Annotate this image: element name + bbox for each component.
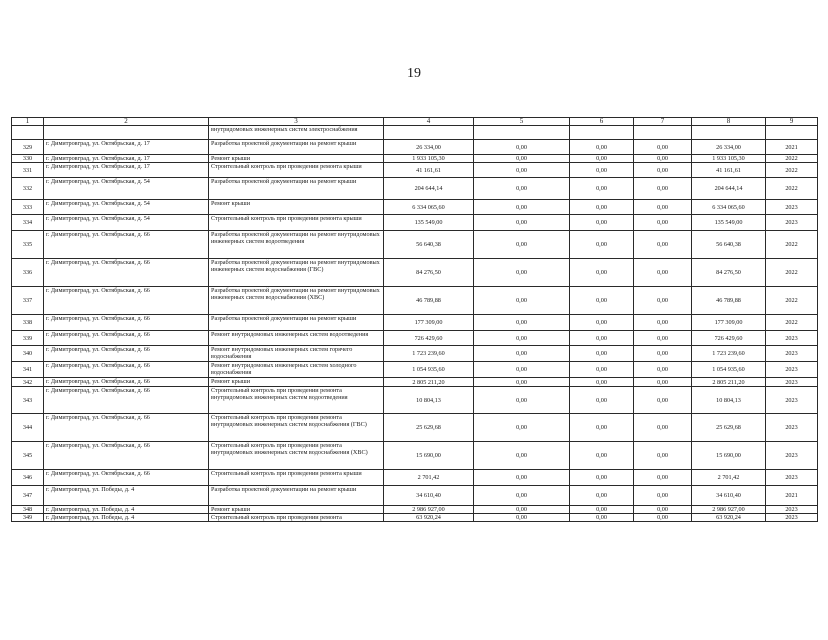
column-number: 4 bbox=[384, 118, 474, 126]
amount-col5-cell: 0,00 bbox=[474, 178, 570, 200]
amount-col6-cell: 0,00 bbox=[570, 231, 634, 259]
work-type-cell: Разработка проектной документации на ремонт крыши bbox=[209, 315, 384, 331]
amount-total-cell: 25 629,68 bbox=[384, 414, 474, 442]
year-cell: 2022 bbox=[766, 231, 818, 259]
work-type-cell: Разработка проектной документации на ремонт крыши bbox=[209, 486, 384, 506]
address-cell: г. Димитровград, ул. Победы, д. 4 bbox=[44, 506, 209, 514]
column-number: 7 bbox=[634, 118, 692, 126]
column-number: 3 bbox=[209, 118, 384, 126]
amount-col5-cell: 0,00 bbox=[474, 331, 570, 346]
row-number: 338 bbox=[12, 315, 44, 331]
amount-col5-cell: 0,00 bbox=[474, 506, 570, 514]
row-number: 348 bbox=[12, 506, 44, 514]
address-cell: г. Димитровград, ул. Октябрьская, д. 66 bbox=[44, 442, 209, 470]
repair-schedule-table bbox=[11, 117, 818, 522]
amount-col8-cell: 26 334,00 bbox=[692, 140, 766, 155]
column-number: 8 bbox=[692, 118, 766, 126]
table-row bbox=[12, 163, 818, 178]
amount-col7-cell: 0,00 bbox=[634, 514, 692, 522]
address-cell: г. Димитровград, ул. Октябрьская, д. 66 bbox=[44, 470, 209, 486]
row-number: 343 bbox=[12, 387, 44, 414]
column-number: 2 bbox=[44, 118, 209, 126]
amount-col5-cell: 0,00 bbox=[474, 215, 570, 231]
amount-col7-cell: 0,00 bbox=[634, 486, 692, 506]
amount-col6-cell: 0,00 bbox=[570, 215, 634, 231]
year-cell: 2021 bbox=[766, 140, 818, 155]
amount-total-cell: 41 161,61 bbox=[384, 163, 474, 178]
table-row bbox=[12, 514, 818, 522]
amount-col6-cell: 0,00 bbox=[570, 315, 634, 331]
address-cell: г. Димитровград, ул. Октябрьская, д. 66 bbox=[44, 387, 209, 414]
amount-col7-cell: 0,00 bbox=[634, 215, 692, 231]
work-type-cell: Строительный контроль при проведении ремонта крыши bbox=[209, 470, 384, 486]
amount-col7-cell: 0,00 bbox=[634, 442, 692, 470]
year-cell: 2023 bbox=[766, 346, 818, 362]
amount-total-cell: 10 804,13 bbox=[384, 387, 474, 414]
year-cell: 2023 bbox=[766, 331, 818, 346]
amount-col8-cell: 10 804,13 bbox=[692, 387, 766, 414]
row-number: 335 bbox=[12, 231, 44, 259]
work-type-cell: Строительный контроль при проведении ремонта крыши bbox=[209, 163, 384, 178]
row-number: 333 bbox=[12, 200, 44, 215]
amount-col6-cell: 0,00 bbox=[570, 140, 634, 155]
amount-col5-cell: 0,00 bbox=[474, 231, 570, 259]
amount-total-cell: 15 690,00 bbox=[384, 442, 474, 470]
work-type-cell: Разработка проектной документации на ремонт крыши bbox=[209, 140, 384, 155]
work-type-cell: Строительный контроль при проведении ремонта крыши bbox=[209, 215, 384, 231]
address-cell: г. Димитровград, ул. Октябрьская, д. 17 bbox=[44, 163, 209, 178]
table-row bbox=[12, 387, 818, 414]
address-cell: г. Димитровград, ул. Октябрьская, д. 17 bbox=[44, 155, 209, 163]
row-number: 329 bbox=[12, 140, 44, 155]
amount-col5-cell: 0,00 bbox=[474, 346, 570, 362]
amount-col8-cell: 1 054 935,60 bbox=[692, 362, 766, 378]
work-type-cell: Разработка проектной документации на ремонт крыши bbox=[209, 178, 384, 200]
year-cell: 2023 bbox=[766, 506, 818, 514]
continuation-text: внутридомовых инженерных систем электроснабжения bbox=[209, 126, 384, 140]
amount-total-cell: 135 549,00 bbox=[384, 215, 474, 231]
amount-col7-cell: 0,00 bbox=[634, 378, 692, 387]
amount-total-cell: 1 723 239,60 bbox=[384, 346, 474, 362]
page-number: 19 bbox=[407, 66, 421, 81]
amount-col8-cell: 2 701,42 bbox=[692, 470, 766, 486]
amount-total-cell: 2 805 211,20 bbox=[384, 378, 474, 387]
amount-col5-cell: 0,00 bbox=[474, 362, 570, 378]
work-type-cell: Строительный контроль при проведении ремонта внутридомовых инженерных систем водоснабжения (ХВС) bbox=[209, 442, 384, 470]
amount-col6-cell: 0,00 bbox=[570, 442, 634, 470]
amount-col8-cell: 41 161,61 bbox=[692, 163, 766, 178]
amount-col6-cell: 0,00 bbox=[570, 346, 634, 362]
row-number: 345 bbox=[12, 442, 44, 470]
amount-col7-cell: 0,00 bbox=[634, 140, 692, 155]
row-number: 330 bbox=[12, 155, 44, 163]
amount-col7-cell: 0,00 bbox=[634, 331, 692, 346]
address-cell: г. Димитровград, ул. Октябрьская, д. 17 bbox=[44, 140, 209, 155]
amount-col7-cell: 0,00 bbox=[634, 387, 692, 414]
address-cell: г. Димитровград, ул. Октябрьская, д. 66 bbox=[44, 331, 209, 346]
amount-col5-cell: 0,00 bbox=[474, 414, 570, 442]
amount-col8-cell: 63 920,24 bbox=[692, 514, 766, 522]
table-row bbox=[12, 346, 818, 362]
column-number: 5 bbox=[474, 118, 570, 126]
column-number: 9 bbox=[766, 118, 818, 126]
table-row bbox=[12, 470, 818, 486]
amount-col5-cell: 0,00 bbox=[474, 163, 570, 178]
amount-col7-cell: 0,00 bbox=[634, 287, 692, 315]
work-type-cell: Ремонт внутридомовых инженерных систем холодного водоснабжения bbox=[209, 362, 384, 378]
amount-col6-cell: 0,00 bbox=[570, 155, 634, 163]
amount-col8-cell: 1 723 239,60 bbox=[692, 346, 766, 362]
work-type-cell: Ремонт крыши bbox=[209, 506, 384, 514]
row-number: 342 bbox=[12, 378, 44, 387]
amount-col7-cell: 0,00 bbox=[634, 231, 692, 259]
table-row bbox=[12, 155, 818, 163]
amount-total-cell: 56 640,38 bbox=[384, 231, 474, 259]
work-type-cell: Строительный контроль при проведении ремонта bbox=[209, 514, 384, 522]
address-cell: г. Димитровград, ул. Октябрьская, д. 66 bbox=[44, 414, 209, 442]
amount-col5-cell: 0,00 bbox=[474, 442, 570, 470]
address-cell: г. Димитровград, ул. Октябрьская, д. 66 bbox=[44, 362, 209, 378]
amount-col8-cell: 6 334 065,60 bbox=[692, 200, 766, 215]
address-cell: г. Димитровград, ул. Октябрьская, д. 66 bbox=[44, 378, 209, 387]
amount-col6-cell: 0,00 bbox=[570, 506, 634, 514]
amount-col8-cell: 15 690,00 bbox=[692, 442, 766, 470]
row-number: 339 bbox=[12, 331, 44, 346]
table-row bbox=[12, 231, 818, 259]
amount-col7-cell: 0,00 bbox=[634, 200, 692, 215]
table-row bbox=[12, 259, 818, 287]
table-row bbox=[12, 331, 818, 346]
amount-col5-cell: 0,00 bbox=[474, 470, 570, 486]
table-row bbox=[12, 140, 818, 155]
amount-col5-cell: 0,00 bbox=[474, 486, 570, 506]
column-number: 1 bbox=[12, 118, 44, 126]
amount-total-cell: 726 429,60 bbox=[384, 331, 474, 346]
work-type-cell: Ремонт внутридомовых инженерных систем водоотведения bbox=[209, 331, 384, 346]
amount-col6-cell: 0,00 bbox=[570, 414, 634, 442]
amount-col6-cell: 0,00 bbox=[570, 470, 634, 486]
amount-total-cell: 2 986 927,00 bbox=[384, 506, 474, 514]
column-number: 6 bbox=[570, 118, 634, 126]
address-cell: г. Димитровград, ул. Октябрьская, д. 54 bbox=[44, 215, 209, 231]
table-row bbox=[12, 506, 818, 514]
work-type-cell: Разработка проектной документации на ремонт внутридомовых инженерных систем водоотведения bbox=[209, 231, 384, 259]
address-cell: г. Димитровград, ул. Победы, д. 4 bbox=[44, 514, 209, 522]
amount-col8-cell: 2 805 211,20 bbox=[692, 378, 766, 387]
amount-col8-cell: 204 644,14 bbox=[692, 178, 766, 200]
amount-col6-cell: 0,00 bbox=[570, 362, 634, 378]
address-cell: г. Димитровград, ул. Победы, д. 4 bbox=[44, 486, 209, 506]
table-row bbox=[12, 414, 818, 442]
year-cell: 2023 bbox=[766, 414, 818, 442]
amount-col7-cell: 0,00 bbox=[634, 259, 692, 287]
amount-col7-cell: 0,00 bbox=[634, 178, 692, 200]
amount-total-cell: 34 610,40 bbox=[384, 486, 474, 506]
table-row bbox=[12, 315, 818, 331]
amount-col8-cell: 46 789,88 bbox=[692, 287, 766, 315]
amount-col8-cell: 25 629,68 bbox=[692, 414, 766, 442]
amount-col5-cell: 0,00 bbox=[474, 387, 570, 414]
amount-col8-cell: 2 986 927,00 bbox=[692, 506, 766, 514]
table-row bbox=[12, 486, 818, 506]
work-type-cell: Разработка проектной документации на ремонт внутридомовых инженерных систем водоснабжения (ХВС) bbox=[209, 287, 384, 315]
address-cell: г. Димитровград, ул. Октябрьская, д. 66 bbox=[44, 346, 209, 362]
row-number: 332 bbox=[12, 178, 44, 200]
amount-col6-cell: 0,00 bbox=[570, 331, 634, 346]
table-row bbox=[12, 178, 818, 200]
year-cell: 2023 bbox=[766, 200, 818, 215]
address-cell: г. Димитровград, ул. Октябрьская, д. 54 bbox=[44, 200, 209, 215]
amount-total-cell: 1 054 935,60 bbox=[384, 362, 474, 378]
year-cell: 2023 bbox=[766, 215, 818, 231]
table-row bbox=[12, 287, 818, 315]
row-number: 347 bbox=[12, 486, 44, 506]
row-number: 340 bbox=[12, 346, 44, 362]
table-row bbox=[12, 362, 818, 378]
table-row bbox=[12, 442, 818, 470]
amount-total-cell: 6 334 065,60 bbox=[384, 200, 474, 215]
year-cell: 2022 bbox=[766, 287, 818, 315]
amount-col7-cell: 0,00 bbox=[634, 362, 692, 378]
year-cell: 2023 bbox=[766, 387, 818, 414]
address-cell: г. Димитровград, ул. Октябрьская, д. 66 bbox=[44, 287, 209, 315]
amount-col5-cell: 0,00 bbox=[474, 140, 570, 155]
amount-col5-cell: 0,00 bbox=[474, 155, 570, 163]
amount-total-cell: 26 334,00 bbox=[384, 140, 474, 155]
row-number: 331 bbox=[12, 163, 44, 178]
amount-col5-cell: 0,00 bbox=[474, 514, 570, 522]
address-cell: г. Димитровград, ул. Октябрьская, д. 66 bbox=[44, 231, 209, 259]
continuation-row bbox=[12, 126, 818, 140]
year-cell: 2022 bbox=[766, 163, 818, 178]
amount-col8-cell: 84 276,50 bbox=[692, 259, 766, 287]
amount-col7-cell: 0,00 bbox=[634, 470, 692, 486]
row-number: 344 bbox=[12, 414, 44, 442]
amount-col8-cell: 56 640,38 bbox=[692, 231, 766, 259]
amount-col7-cell: 0,00 bbox=[634, 414, 692, 442]
amount-col6-cell: 0,00 bbox=[570, 259, 634, 287]
work-type-cell: Разработка проектной документации на ремонт внутридомовых инженерных систем водоснабжения (ГВС) bbox=[209, 259, 384, 287]
column-number-row bbox=[12, 118, 818, 126]
amount-col7-cell: 0,00 bbox=[634, 155, 692, 163]
amount-col6-cell: 0,00 bbox=[570, 387, 634, 414]
amount-total-cell: 46 789,88 bbox=[384, 287, 474, 315]
year-cell: 2022 bbox=[766, 315, 818, 331]
amount-col6-cell: 0,00 bbox=[570, 378, 634, 387]
amount-col7-cell: 0,00 bbox=[634, 506, 692, 514]
work-type-cell: Ремонт крыши bbox=[209, 200, 384, 215]
amount-total-cell: 63 920,24 bbox=[384, 514, 474, 522]
year-cell: 2022 bbox=[766, 259, 818, 287]
row-number: 349 bbox=[12, 514, 44, 522]
amount-col5-cell: 0,00 bbox=[474, 287, 570, 315]
amount-col6-cell: 0,00 bbox=[570, 178, 634, 200]
row-number: 341 bbox=[12, 362, 44, 378]
year-cell: 2023 bbox=[766, 442, 818, 470]
amount-total-cell: 177 309,00 bbox=[384, 315, 474, 331]
address-cell: г. Димитровград, ул. Октябрьская, д. 66 bbox=[44, 259, 209, 287]
year-cell: 2023 bbox=[766, 470, 818, 486]
work-type-cell: Строительный контроль при проведении ремонта внутридомовых инженерных систем водоотведения bbox=[209, 387, 384, 414]
amount-col5-cell: 0,00 bbox=[474, 315, 570, 331]
amount-col6-cell: 0,00 bbox=[570, 200, 634, 215]
amount-col7-cell: 0,00 bbox=[634, 315, 692, 331]
year-cell: 2023 bbox=[766, 514, 818, 522]
amount-col5-cell: 0,00 bbox=[474, 378, 570, 387]
amount-col6-cell: 0,00 bbox=[570, 486, 634, 506]
amount-col7-cell: 0,00 bbox=[634, 163, 692, 178]
amount-col5-cell: 0,00 bbox=[474, 200, 570, 215]
amount-col5-cell: 0,00 bbox=[474, 259, 570, 287]
address-cell: г. Димитровград, ул. Октябрьская, д. 66 bbox=[44, 315, 209, 331]
year-cell: 2023 bbox=[766, 362, 818, 378]
amount-total-cell: 1 933 105,30 bbox=[384, 155, 474, 163]
year-cell: 2022 bbox=[766, 178, 818, 200]
row-number: 334 bbox=[12, 215, 44, 231]
amount-col7-cell: 0,00 bbox=[634, 346, 692, 362]
amount-col8-cell: 726 429,60 bbox=[692, 331, 766, 346]
row-number: 337 bbox=[12, 287, 44, 315]
amount-total-cell: 204 644,14 bbox=[384, 178, 474, 200]
amount-col8-cell: 34 610,40 bbox=[692, 486, 766, 506]
work-type-cell: Строительный контроль при проведении ремонта внутридомовых инженерных систем водоснабжения (ГВС) bbox=[209, 414, 384, 442]
year-cell: 2022 bbox=[766, 155, 818, 163]
amount-total-cell: 2 701,42 bbox=[384, 470, 474, 486]
table-row bbox=[12, 215, 818, 231]
table-row bbox=[12, 200, 818, 215]
year-cell: 2023 bbox=[766, 378, 818, 387]
address-cell: г. Димитровград, ул. Октябрьская, д. 54 bbox=[44, 178, 209, 200]
amount-total-cell: 84 276,50 bbox=[384, 259, 474, 287]
amount-col8-cell: 135 549,00 bbox=[692, 215, 766, 231]
amount-col6-cell: 0,00 bbox=[570, 514, 634, 522]
row-number: 346 bbox=[12, 470, 44, 486]
year-cell: 2021 bbox=[766, 486, 818, 506]
amount-col8-cell: 1 933 105,30 bbox=[692, 155, 766, 163]
work-type-cell: Ремонт крыши bbox=[209, 378, 384, 387]
row-number: 336 bbox=[12, 259, 44, 287]
amount-col8-cell: 177 309,00 bbox=[692, 315, 766, 331]
amount-col6-cell: 0,00 bbox=[570, 163, 634, 178]
amount-col6-cell: 0,00 bbox=[570, 287, 634, 315]
table-row bbox=[12, 378, 818, 387]
work-type-cell: Ремонт крыши bbox=[209, 155, 384, 163]
work-type-cell: Ремонт внутридомовых инженерных систем горячего водоснабжения bbox=[209, 346, 384, 362]
